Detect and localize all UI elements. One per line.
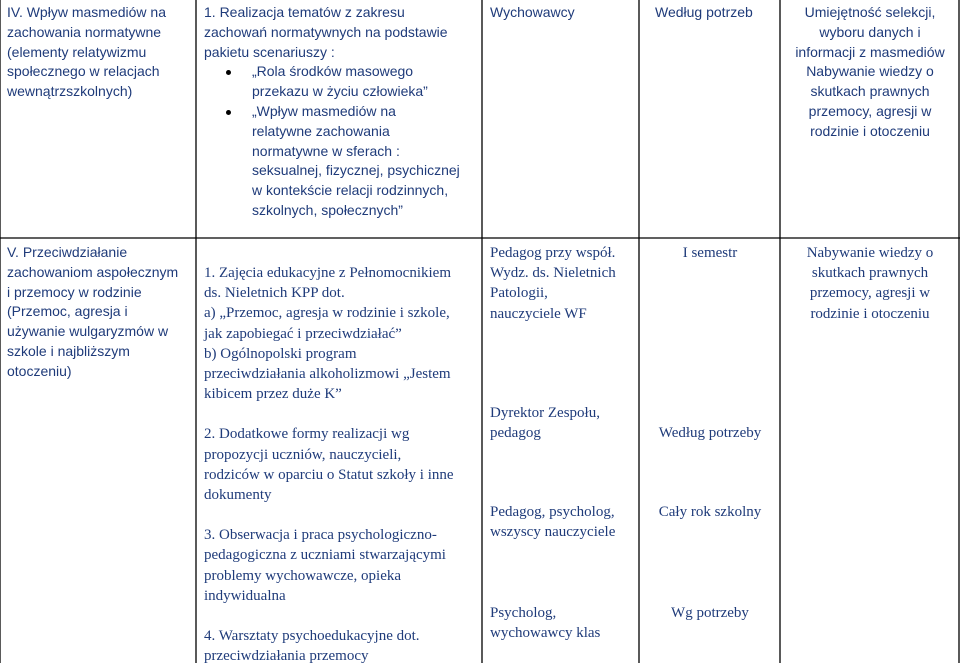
text-line: przekazu w życiu człowieka” xyxy=(252,83,428,100)
text-line: a) „Przemoc, agresja w rodzinie i szkole, xyxy=(204,305,450,322)
text-line: 2. Dodatkowe formy realizacji wg xyxy=(204,426,410,443)
text-line: przeciwdziałania przemocy xyxy=(204,648,369,665)
activity-item-2 xyxy=(204,424,482,505)
text-line: wychowawcy klas xyxy=(490,625,601,642)
row-v-time-1 xyxy=(640,243,780,263)
row-v-responsible-2 xyxy=(490,403,638,443)
text-line: Wychowawcy xyxy=(490,4,575,20)
text-line: i przemocy w rodzinie xyxy=(7,283,142,300)
text-line: Psycholog, xyxy=(490,605,557,621)
text-line: problemy wychowawcze, opieka xyxy=(204,567,402,584)
text-line: zachowania normatywne xyxy=(7,23,162,40)
text-line: normatywne w sferach : xyxy=(252,142,400,159)
text-line: 1. Realizacja tematów z zakresu xyxy=(204,4,405,20)
text-line: „Rola środków masowego xyxy=(252,63,414,80)
text-line: zachowań normatywnych na podstawie xyxy=(204,23,448,40)
text-line: przemocy, agresji w xyxy=(809,285,931,302)
text-line: szkolnych, społecznych” xyxy=(252,201,403,218)
text-line: informacji z masmediów xyxy=(795,43,945,60)
text-line: I semestr xyxy=(682,245,738,261)
row-v-responsible-3 xyxy=(490,502,638,542)
text-line: Według potrzeby xyxy=(658,425,762,441)
text-line: Wydz. ds. Nieletnich xyxy=(490,265,616,282)
activity-item-1 xyxy=(204,263,482,404)
text-line: propozycji uczniów, nauczycieli, xyxy=(204,446,402,463)
text-line: Nabywanie wiedzy o xyxy=(806,245,934,261)
text-line: wewnątrzszkolnych) xyxy=(7,83,133,100)
activity-item-3 xyxy=(204,525,482,606)
text-line: Umiejętność selekcji, xyxy=(804,4,936,20)
text-line: społecznego w relacjach xyxy=(7,63,160,80)
text-line: dokumenty xyxy=(204,487,272,504)
row-v-time-2 xyxy=(640,423,780,443)
list-item xyxy=(204,62,480,102)
row-v-time-4 xyxy=(640,603,780,623)
text-line: pakietu scenariuszy : xyxy=(204,43,335,60)
text-line: Cały rok szkolny xyxy=(658,504,762,520)
text-line: IV. Wpływ masmediów na xyxy=(7,4,166,20)
text-line: 3. Obserwacja i praca psychologiczno- xyxy=(204,527,437,544)
text-line: „Wpływ masmediów na xyxy=(252,102,396,119)
row-v-effects xyxy=(781,243,959,324)
text-line: b) Ogólnopolski program xyxy=(204,345,357,362)
text-line: (elementy relatywizmu xyxy=(7,43,147,60)
row-v-topic xyxy=(7,243,195,382)
row-iv-activities xyxy=(204,3,480,221)
text-line: V. Przeciwdziałanie xyxy=(7,244,128,260)
text-line: szkole i najbliższym xyxy=(7,342,130,359)
scenario-list xyxy=(204,62,480,220)
text-line: 4. Warsztaty psychoedukacyjne dot. xyxy=(204,628,420,645)
text-line: Według potrzeb xyxy=(655,4,753,20)
text-line: 1. Zajęcia edukacyjne z Pełnomocnikiem xyxy=(204,265,451,281)
list-item xyxy=(204,102,480,221)
text-line: jak zapobiegać i przeciwdziałać” xyxy=(204,325,402,342)
text-line: relatywne zachowania xyxy=(252,122,390,139)
row-v-responsible-4 xyxy=(490,603,638,643)
text-line: zachowaniom aspołecznym xyxy=(7,263,179,280)
text-line: seksualnej, fizycznej, psychicznej xyxy=(252,162,460,179)
text-line: w kontekście relacji rodzinnych, xyxy=(252,182,449,199)
text-line: indywidualna xyxy=(204,587,286,604)
row-iv-timeframe xyxy=(655,3,779,23)
text-line: Dyrektor Zespołu, xyxy=(490,405,600,421)
text-line: (Przemoc, agresja i xyxy=(7,303,128,320)
text-line: rodzinie i otoczeniu xyxy=(810,122,930,139)
text-line: przemocy, agresji w xyxy=(808,102,932,119)
text-line: rodziców w oparciu o Statut szkoły i inne xyxy=(204,466,454,483)
row-iv-responsible xyxy=(490,3,636,23)
text-line: Pedagog przy współ. xyxy=(490,245,616,261)
text-line: rodzinie i otoczeniu xyxy=(810,305,930,322)
text-line: ds. Nieletnich KPP dot. xyxy=(204,285,345,302)
row-v-time-3 xyxy=(640,502,780,522)
row-v-responsible-1 xyxy=(490,243,638,324)
text-line: Wg potrzeby xyxy=(671,605,749,621)
row-iv-effects xyxy=(781,3,959,142)
text-line: pedagogiczna z uczniami stwarzającymi xyxy=(204,547,446,564)
text-line: skutkach prawnych xyxy=(811,265,929,282)
text-line: wyboru danych i xyxy=(819,23,921,40)
text-line: wszyscy nauczyciele xyxy=(490,524,616,541)
row-v-activities xyxy=(204,263,482,666)
text-line: używanie wulgaryzmów w xyxy=(7,323,169,340)
text-line: Nabywanie wiedzy o xyxy=(806,63,934,80)
text-line: Pedagog, psycholog, xyxy=(490,504,615,520)
text-line: nauczyciele WF xyxy=(490,305,587,322)
text-line: otoczeniu) xyxy=(7,362,72,379)
text-line: pedagog xyxy=(490,425,541,442)
text-line: skutkach prawnych xyxy=(810,83,930,100)
text-line: Patologii, xyxy=(490,285,548,302)
text-line: przeciwdziałania alkoholizmowi „Jestem xyxy=(204,366,451,383)
activity-item-4 xyxy=(204,626,482,666)
text-line: kibicem przez duże K” xyxy=(204,386,342,403)
row-iv-topic xyxy=(7,3,193,102)
